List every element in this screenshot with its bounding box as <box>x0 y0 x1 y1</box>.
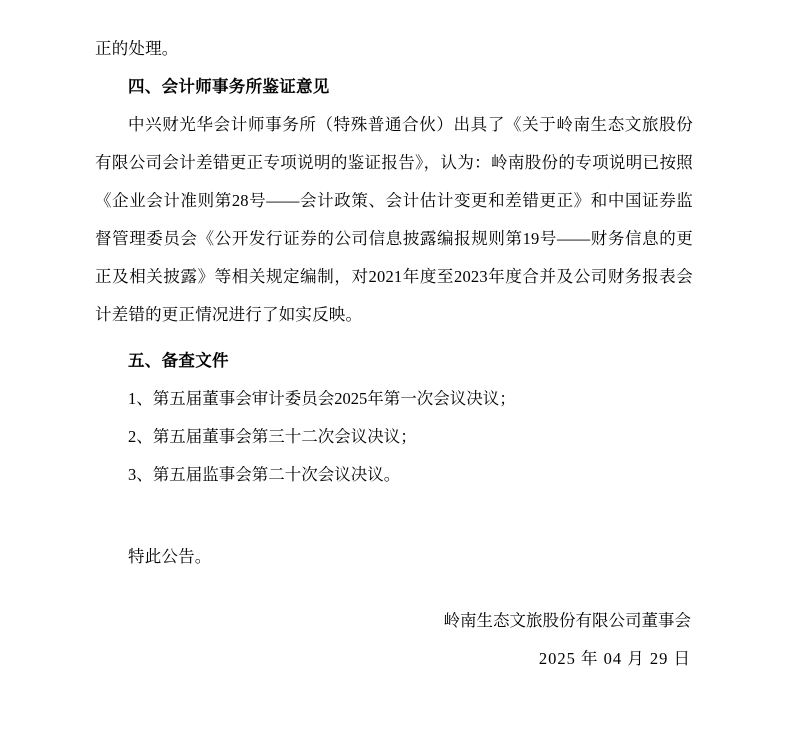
list-item: 3、第五届监事会第二十次会议决议。 <box>128 465 401 484</box>
section-five-heading: 五、备查文件 <box>128 352 229 370</box>
document-page <box>0 30 785 736</box>
signature-block <box>95 602 693 678</box>
signature-company: 岭南生态文旅股份有限公司董事会 <box>443 611 691 630</box>
continued-paragraph: 正的处理。 <box>95 39 179 58</box>
list-item: 2、第五届董事会第三十二次会议决议； <box>128 427 417 446</box>
section-four-body: 中兴财光华会计师事务所（特殊普通合伙）出具了《关于岭南生态文旅股份有限公司会计差错更正专项说明的鉴证报告》，认为：岭南股份的专项说明已按照《企业会计准则第28号——会计政策、会计估计变更和差错更正》和中国证券监督管理委员会《公开发行证券的公司信息披露编报规则第19号——财务信息的更正及相关披露》等相关规定编制，对2021年度至2023年度合并及公司财务报表会计差错的更正情况进行了如实反映。 <box>95 115 693 324</box>
section-four-heading: 四、会计师事务所鉴证意见 <box>128 78 330 96</box>
list-item: 1、第五届董事会审计委员会2025年第一次会议决议； <box>128 389 516 408</box>
spacer <box>95 494 693 538</box>
closing-paragraph: 特此公告。 <box>128 547 212 566</box>
signature-date: 2025 年 04 月 29 日 <box>538 649 691 668</box>
